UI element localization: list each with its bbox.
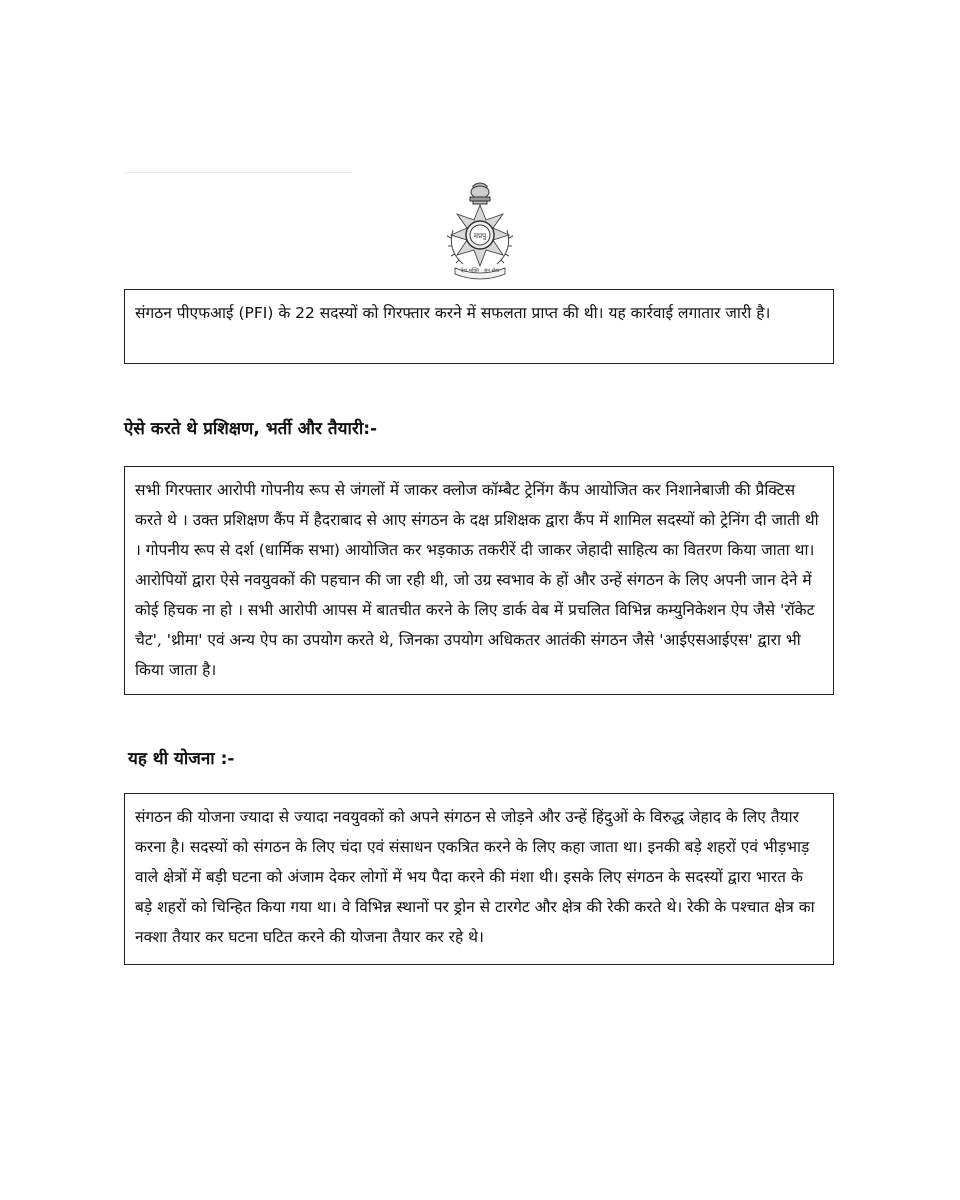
training-heading: ऐसे करते थे प्रशिक्षण, भर्ती और तैयारी:- — [124, 419, 378, 439]
training-box — [124, 466, 834, 695]
plan-box — [124, 793, 834, 965]
plan-text: संगठन की योजना ज्यादा से ज्यादा नवयुवकों को अपने संगठन से जोड़ने और उन्हें हिंदुओं के विरुद्ध जेहाद के लिए तैयार करना है। सदस्यों को संगठन के लिए चंदा एवं संसाधन एकत्रित करने के लिए कहा जाता था। इनकी बड़े शहरों एवं भीड़भाड़ वाले क्षेत्रों में बड़ी घटना को अंजाम देकर लोगों में भय पैदा करने की मंशा थी। इसके लिए संगठन के सदस्यों द्वारा भारत के बड़े शहरों को चिन्हित किया गया था। वे विभिन्न स्थानों पर ड्रोन से टारगेट और क्षेत्र की रेकी करते थे। रेकी के पश्चात क्षेत्र का नक्शा तैयार कर घटना घटित करने की योजना तैयार कर रहे थे। — [135, 808, 815, 946]
emblem-motto: देश भक्ति · जन सेवा — [460, 268, 500, 274]
svg-text:मप्रपु: मप्रपु — [473, 232, 487, 240]
training-text: सभी गिरफ्तार आरोपी गोपनीय रूप से जंगलों में जाकर क्लोज कॉम्बैट ट्रेनिंग कैंप आयोजित कर निशानेबाजी की प्रैक्टिस करते थे । उक्त प्रशिक्षण कैंप में हैदराबाद से आए संगठन के दक्ष प्रशिक्षक द्वारा कैंप में शामिल सदस्यों को ट्रेनिंग दी जाती थी । गोपनीय रूप से दर्श (धार्मिक सभा) आयोजित कर भड़काऊ तकरीरें दी जाकर जेहादी साहित्य का वितरण किया जाता था। आरोपियों द्वारा ऐसे नवयुवकों की पहचान की जा रही थी, जो उग्र स्वभाव के हों और उन्हें संगठन के लिए अपनी जान देने में कोई हिचक ना हो । सभी आरोपी आपस में बातचीत करने के लिए डार्क वेब में प्रचलित विभिन्न कम्युनिकेशन ऐप जैसे 'रॉकेट चैट', 'थ्रीमा' एवं अन्य ऐप का उपयोग करते थे, जिनका उपयोग अधिकतर आतंकी संगठन जैसे 'आईएसआईएस' द्वारा भी किया जाता है। — [135, 481, 819, 679]
intro-box — [124, 289, 834, 364]
intro-text: संगठन पीएफआई (PFI) के 22 सदस्यों को गिरफ्तार करने में सफलता प्राप्त की थी। यह कार्रवाई लगातार जारी है। — [135, 304, 771, 322]
police-emblem-icon — [433, 180, 527, 282]
plan-heading: यह थी योजना :- — [128, 749, 235, 769]
header-rule — [124, 172, 352, 173]
